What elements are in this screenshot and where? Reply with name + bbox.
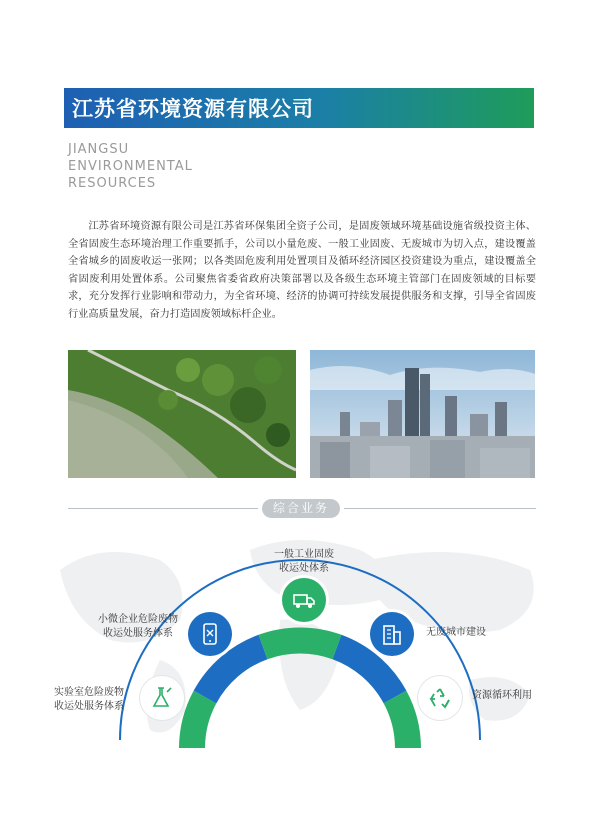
recycle-icon [428,686,452,710]
industrial-waste-label: 一般工业固废 收运处体系 [274,549,334,574]
no-waste-city-node [370,612,414,656]
english-title-line: ENVIRONMENTAL [68,159,193,174]
service-diagram [40,530,560,770]
company-title: 江苏省环境资源有限公司 [72,97,314,121]
lab-waste-node [140,676,184,720]
industrial-waste-node [282,578,326,622]
small-enterprise-label: 小微企业危险废物 收运处服务体系 [98,614,178,639]
city-skyline-photo [310,350,535,478]
section-divider-left [68,508,258,509]
english-title-line: JIANGSU [68,142,130,157]
aerial-forest-river-photo [68,350,296,478]
no-waste-city-label: 无废城市建设 [426,627,486,638]
intro-paragraph: 江苏省环境资源有限公司是江苏省环保集团全资子公司，是固废领域环境基础设施省级投资主体、全省固废生态环境治理工作重要抓手，公司以小量危废、一般工业固废、无废城市为切入点，建设覆盖全省城乡的固废收运一张网；以各类固危废利用处置项目及循环经济园区投资建设为重点，建设覆盖全省固废利用处置体系。公司聚焦省委省政府决策部署以及各级生态环境主管部门在固废领域的目标要求，充分发挥行业影响和带动力，为全省环境、经济的协调可持续发展提供服务和支撑，引导全省固废行业高质量发展，奋力打造固废领域标杆企业。 [68,221,536,320]
recycle-label: 资源循环利用 [472,690,532,701]
section-divider-right [344,508,536,509]
lab-waste-label: 实验室危险废物 收运处服务体系 [54,687,124,712]
phone-app-icon [198,622,222,646]
building-icon [380,622,404,646]
lab-flask-icon [150,686,174,710]
small-enterprise-node [188,612,232,656]
truck-icon [292,588,316,612]
english-title-line: RESOURCES [68,176,157,191]
section-title: 综合业务 [262,499,340,518]
english-title [68,141,228,192]
title-banner [64,88,534,128]
recycle-node [418,676,462,720]
